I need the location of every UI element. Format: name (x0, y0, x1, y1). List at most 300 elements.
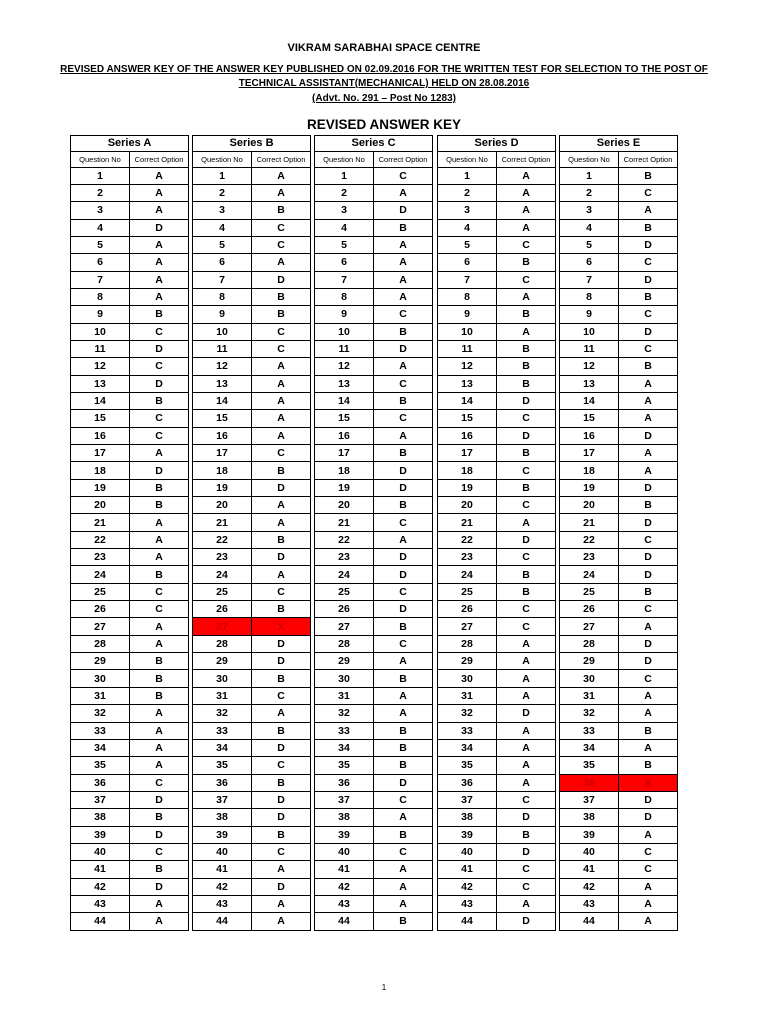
table-row (438, 497, 556, 514)
question-number: 4 (71, 219, 130, 236)
question-number: 38 (438, 809, 497, 826)
question-number: 5 (315, 236, 374, 253)
table-row (315, 306, 433, 323)
correct-option: C (497, 878, 556, 895)
table-row (71, 809, 189, 826)
correct-option: B (252, 826, 311, 843)
table-row (438, 705, 556, 722)
table-row (560, 514, 678, 531)
correct-option: A (497, 653, 556, 670)
correct-option: A (252, 358, 311, 375)
question-number: 18 (315, 462, 374, 479)
table-row (71, 514, 189, 531)
correct-option: A (252, 913, 311, 930)
question-number: 28 (193, 635, 252, 652)
table-row (560, 288, 678, 305)
question-number: 10 (71, 323, 130, 340)
correct-option: D (374, 566, 433, 583)
table-row (315, 254, 433, 271)
question-number: 7 (193, 271, 252, 288)
table-row (193, 462, 311, 479)
question-number: 4 (438, 219, 497, 236)
question-number: 15 (315, 410, 374, 427)
question-number: 11 (193, 340, 252, 357)
question-number: 40 (560, 843, 619, 860)
correct-option: A (130, 722, 189, 739)
correct-option: A (130, 739, 189, 756)
table-row (315, 184, 433, 201)
question-number: 14 (560, 392, 619, 409)
correct-option: A (497, 514, 556, 531)
series-header: Series B (193, 136, 311, 152)
question-number: 22 (193, 531, 252, 548)
table-row (438, 340, 556, 357)
table-row (315, 878, 433, 895)
table-row (438, 566, 556, 583)
question-number: 26 (193, 601, 252, 618)
correct-option: C (619, 601, 678, 618)
table-row (193, 913, 311, 930)
correct-option: A (374, 184, 433, 201)
table-row (193, 254, 311, 271)
correct-option: A (497, 219, 556, 236)
correct-option: C (497, 618, 556, 635)
correct-option: A (130, 184, 189, 201)
correct-option: B (497, 254, 556, 271)
table-row (315, 497, 433, 514)
question-number: 16 (438, 427, 497, 444)
question-number: 31 (193, 687, 252, 704)
correct-option: B (374, 323, 433, 340)
table-row (71, 288, 189, 305)
correct-option: A (374, 531, 433, 548)
table-row (71, 531, 189, 548)
table-row (560, 635, 678, 652)
question-number: 30 (315, 670, 374, 687)
question-number: 22 (560, 531, 619, 548)
table-row (71, 358, 189, 375)
correct-option: D (130, 791, 189, 808)
table-row (71, 705, 189, 722)
question-number: 40 (315, 843, 374, 860)
series-table (437, 135, 556, 931)
correct-option: B (252, 774, 311, 791)
correct-option: A (374, 254, 433, 271)
table-row (438, 288, 556, 305)
correct-option: A (374, 236, 433, 253)
table-row (71, 184, 189, 201)
table-row (193, 167, 311, 184)
correct-option: A (619, 705, 678, 722)
correct-option: C (374, 635, 433, 652)
table-row (193, 549, 311, 566)
table-row (560, 601, 678, 618)
table-row (193, 202, 311, 219)
series-header: Series D (438, 136, 556, 152)
correct-option: C (619, 670, 678, 687)
correct-option: B (130, 566, 189, 583)
table-row (71, 323, 189, 340)
table-row (438, 774, 556, 791)
table-row (71, 549, 189, 566)
table-row (193, 774, 311, 791)
question-number: 2 (438, 184, 497, 201)
header-line-1: REVISED ANSWER KEY OF THE ANSWER KEY PUBLISHED ON 02.09.2016 FOR THE WRITTEN TEST FOR SELECTION TO THE POST OF (60, 64, 708, 75)
table-row (193, 601, 311, 618)
question-number: 18 (438, 462, 497, 479)
correct-option: A (374, 653, 433, 670)
question-number: 37 (315, 791, 374, 808)
question-number: 19 (71, 479, 130, 496)
correct-option: B (619, 757, 678, 774)
question-number: 44 (193, 913, 252, 930)
question-number: 15 (438, 410, 497, 427)
question-number: 23 (315, 549, 374, 566)
correct-option: B (374, 392, 433, 409)
correct-option: C (619, 184, 678, 201)
question-number: 37 (71, 791, 130, 808)
question-number: 23 (560, 549, 619, 566)
correct-option: D (619, 323, 678, 340)
question-number: 38 (315, 809, 374, 826)
question-number: 21 (193, 514, 252, 531)
table-row (315, 549, 433, 566)
column-header-question-no: Question No (193, 151, 252, 167)
correct-option: A (252, 375, 311, 392)
table-row (71, 271, 189, 288)
table-row (71, 375, 189, 392)
question-number: 5 (71, 236, 130, 253)
table-row (315, 895, 433, 912)
correct-option: A (252, 427, 311, 444)
question-number: 41 (193, 861, 252, 878)
question-number: 23 (71, 549, 130, 566)
table-row (71, 843, 189, 860)
table-row (438, 895, 556, 912)
correct-option: C (252, 687, 311, 704)
correct-option: C (374, 583, 433, 600)
table-row (438, 861, 556, 878)
correct-option: B (497, 583, 556, 600)
series-header: Series A (71, 136, 189, 152)
correct-option: B (130, 861, 189, 878)
correct-option: C (619, 861, 678, 878)
correct-option: D (252, 271, 311, 288)
correct-option: A (374, 705, 433, 722)
correct-option: A (619, 895, 678, 912)
correct-option: D (497, 705, 556, 722)
table-row (315, 392, 433, 409)
table-row (315, 323, 433, 340)
question-number: 36 (560, 774, 619, 791)
table-row (315, 445, 433, 462)
correct-option: D (130, 340, 189, 357)
table-row (193, 809, 311, 826)
table-row (315, 601, 433, 618)
correct-option: D (497, 809, 556, 826)
table-row (193, 445, 311, 462)
correct-option: B (130, 653, 189, 670)
question-number: 12 (193, 358, 252, 375)
question-number: 43 (438, 895, 497, 912)
correct-option: A (497, 687, 556, 704)
correct-option: A (374, 358, 433, 375)
table-row (438, 583, 556, 600)
question-number: 20 (560, 497, 619, 514)
question-number: 2 (315, 184, 374, 201)
question-number: 24 (315, 566, 374, 583)
correct-option: A (497, 670, 556, 687)
question-number: 27 (438, 618, 497, 635)
correct-option: B (130, 306, 189, 323)
table-row (438, 323, 556, 340)
correct-option: D (252, 653, 311, 670)
table-row (315, 687, 433, 704)
question-number: 4 (560, 219, 619, 236)
question-number: 43 (560, 895, 619, 912)
question-number: 32 (71, 705, 130, 722)
table-row (193, 566, 311, 583)
correct-option: A (252, 254, 311, 271)
question-number: 5 (438, 236, 497, 253)
table-row (560, 791, 678, 808)
question-number: 13 (560, 375, 619, 392)
table-row (438, 653, 556, 670)
table-row (560, 271, 678, 288)
table-row (438, 167, 556, 184)
table-row (560, 462, 678, 479)
table-row (438, 601, 556, 618)
correct-option: D (252, 791, 311, 808)
correct-option: C (497, 861, 556, 878)
question-number: 25 (71, 583, 130, 600)
question-number: 33 (438, 722, 497, 739)
correct-option: D (619, 791, 678, 808)
correct-option: C (619, 254, 678, 271)
correct-option: B (497, 306, 556, 323)
table-row (438, 271, 556, 288)
correct-option: A (130, 549, 189, 566)
table-row (71, 826, 189, 843)
question-number: 29 (438, 653, 497, 670)
question-number: 29 (560, 653, 619, 670)
correct-option: A (619, 878, 678, 895)
question-number: 42 (71, 878, 130, 895)
correct-option: C (130, 427, 189, 444)
question-number: 1 (193, 167, 252, 184)
question-number: 9 (71, 306, 130, 323)
correct-option: B (619, 167, 678, 184)
question-number: 9 (438, 306, 497, 323)
table-row (193, 323, 311, 340)
correct-option: D (497, 843, 556, 860)
table-row (71, 653, 189, 670)
question-number: 40 (71, 843, 130, 860)
table-row (438, 757, 556, 774)
question-number: 20 (438, 497, 497, 514)
correct-option: D (130, 878, 189, 895)
correct-option: B (130, 392, 189, 409)
correct-option: A (130, 757, 189, 774)
question-number: 38 (71, 809, 130, 826)
correct-option: D (619, 236, 678, 253)
table-row (560, 774, 678, 791)
table-row (560, 895, 678, 912)
table-row (560, 392, 678, 409)
question-number: 21 (315, 514, 374, 531)
correct-option: A (130, 202, 189, 219)
table-row (71, 392, 189, 409)
correct-option: B (374, 826, 433, 843)
table-row (193, 427, 311, 444)
table-row (438, 878, 556, 895)
table-row (193, 358, 311, 375)
question-number: 31 (315, 687, 374, 704)
table-row (71, 913, 189, 930)
question-number: 11 (71, 340, 130, 357)
correct-option: A (252, 184, 311, 201)
correct-option: C (252, 445, 311, 462)
question-number: 33 (71, 722, 130, 739)
table-row (71, 722, 189, 739)
table-row (560, 479, 678, 496)
question-number: 18 (560, 462, 619, 479)
correct-option: A (130, 236, 189, 253)
correct-option: C (252, 323, 311, 340)
question-number: 8 (438, 288, 497, 305)
table-row (193, 687, 311, 704)
question-number: 36 (193, 774, 252, 791)
question-number: 40 (193, 843, 252, 860)
series-table (70, 135, 189, 931)
question-number: 12 (560, 358, 619, 375)
question-number: 32 (560, 705, 619, 722)
question-number: 25 (193, 583, 252, 600)
correct-option: B (130, 497, 189, 514)
correct-option: A (374, 288, 433, 305)
question-number: 39 (71, 826, 130, 843)
table-row (193, 497, 311, 514)
correct-option: B (374, 445, 433, 462)
table-row (71, 479, 189, 496)
question-number: 32 (193, 705, 252, 722)
table-row (438, 236, 556, 253)
question-number: 32 (438, 705, 497, 722)
question-number: 26 (315, 601, 374, 618)
table-row (71, 497, 189, 514)
question-number: 44 (71, 913, 130, 930)
question-number: 12 (315, 358, 374, 375)
table-row (315, 288, 433, 305)
table-row (71, 306, 189, 323)
question-number: 7 (438, 271, 497, 288)
correct-option: D (619, 653, 678, 670)
question-number: 16 (560, 427, 619, 444)
question-number: 12 (71, 358, 130, 375)
question-number: 22 (438, 531, 497, 548)
table-row (193, 340, 311, 357)
question-number: 25 (438, 583, 497, 600)
correct-option: C (130, 323, 189, 340)
correct-option: C (130, 358, 189, 375)
table-row (193, 757, 311, 774)
correct-option: C (252, 757, 311, 774)
table-row (193, 531, 311, 548)
table-row (315, 219, 433, 236)
question-number: 38 (193, 809, 252, 826)
table-row (315, 340, 433, 357)
question-number: 10 (438, 323, 497, 340)
question-number: 27 (560, 618, 619, 635)
table-row (71, 410, 189, 427)
correct-option: D (497, 531, 556, 548)
header-line-3: (Advt. No. 291 – Post No 1283) (312, 93, 456, 104)
correct-option: C (497, 271, 556, 288)
table-row (438, 219, 556, 236)
correct-option: X (619, 774, 678, 791)
correct-option: A (497, 202, 556, 219)
question-number: 3 (315, 202, 374, 219)
correct-option: A (130, 288, 189, 305)
question-number: 42 (560, 878, 619, 895)
correct-option: B (497, 826, 556, 843)
table-row (315, 739, 433, 756)
correct-option: A (619, 392, 678, 409)
correct-option: A (497, 739, 556, 756)
question-number: 35 (315, 757, 374, 774)
question-number: 6 (438, 254, 497, 271)
question-number: 3 (193, 202, 252, 219)
correct-option: B (619, 497, 678, 514)
table-row (315, 618, 433, 635)
correct-option: C (497, 549, 556, 566)
correct-option: A (252, 895, 311, 912)
question-number: 4 (315, 219, 374, 236)
question-number: 24 (560, 566, 619, 583)
correct-option: C (619, 531, 678, 548)
table-row (71, 219, 189, 236)
question-number: 33 (560, 722, 619, 739)
table-row (438, 635, 556, 652)
table-row (560, 739, 678, 756)
question-number: 44 (315, 913, 374, 930)
question-number: 14 (193, 392, 252, 409)
correct-option: A (374, 878, 433, 895)
question-number: 34 (438, 739, 497, 756)
correct-option: C (252, 219, 311, 236)
correct-option: D (252, 739, 311, 756)
question-number: 15 (71, 410, 130, 427)
question-number: 28 (315, 635, 374, 652)
correct-option: D (374, 462, 433, 479)
question-number: 36 (71, 774, 130, 791)
correct-option: A (252, 514, 311, 531)
question-number: 39 (438, 826, 497, 843)
table-row (193, 861, 311, 878)
question-number: 22 (71, 531, 130, 548)
correct-option: C (252, 340, 311, 357)
question-number: 38 (560, 809, 619, 826)
question-number: 17 (560, 445, 619, 462)
column-header-question-no: Question No (438, 151, 497, 167)
question-number: 8 (71, 288, 130, 305)
table-row (71, 757, 189, 774)
table-row (560, 219, 678, 236)
correct-option: B (374, 670, 433, 687)
correct-option: B (130, 687, 189, 704)
table-row (193, 375, 311, 392)
table-row (560, 843, 678, 860)
